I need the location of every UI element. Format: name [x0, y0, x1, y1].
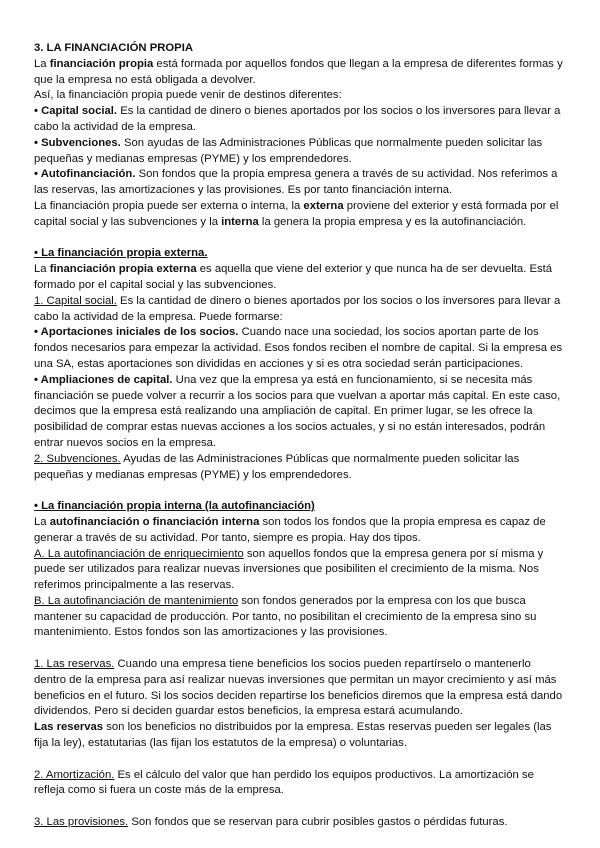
- maintenance-label: B. La autofinanciación de mantenimiento: [34, 594, 239, 607]
- spacer: [34, 641, 564, 657]
- enrichment-label: A. La autofinanciación de enriquecimiento: [34, 547, 244, 560]
- list-item: • Capital social. Es la cantidad de dinero o bienes aportados por los socios o los inversores para llevar a cabo la actividad de la empresa.: [34, 105, 561, 133]
- reservas-label: 1. Las reservas.: [34, 658, 115, 671]
- term-reservas: Las reservas: [34, 721, 104, 734]
- list-item: • Autofinanciación. Son fondos que la propia empresa genera a través de su actividad. Nos referimos a las reservas, las amortizaciones y las provisiones. Es por tanto financiación interna.: [34, 168, 558, 197]
- internal-financing-definition: La autofinanciación o financiación interna son todos los fondos que la propia empresa es capaz de generar a través de su actividad. Por tanto, siempre es propia. Hay dos tipos.: [34, 515, 546, 544]
- term-financiacion-propia: financiación propia: [49, 57, 154, 70]
- provisiones-paragraph: 3. Las provisiones. Son fondos que se reservan para cubrir posibles gastos o pérdidas futuras.: [34, 816, 508, 829]
- spacer: [34, 752, 564, 768]
- list-item: • Ampliaciones de capital. Una vez que la empresa ya está en funcionamiento, si se necesita más financiación se puede volver a recurrir a los socios para que vuelvan a aportar más capital. En este caso, decimos que la empresa está realizando una ampliación de capital. En primer lugar, se les ofrece la posibilidad de comprar estas nuevas acciones a los socios actuales, y si no están interesados, podrán entrar nuevos socios en la empresa.: [34, 373, 561, 449]
- amortizacion-label: 2. Amortización.: [34, 768, 115, 781]
- external-financing-heading: • La financiación propia externa.: [34, 247, 208, 260]
- term-aportaciones-iniciales: • Aportaciones iniciales de los socios.: [34, 326, 239, 339]
- maintenance-paragraph: B. La autofinanciación de mantenimiento son fondos generados por la empresa con los que busca mantener su capacidad de producción. Por tanto, no posibilitan el crecimiento de la empresa sino su mantenimiento. Estos fondos son las amortizaciones y las provisiones.: [34, 594, 537, 639]
- list-item: • Aportaciones iniciales de los socios. Cuando nace una sociedad, los socios aportan parte de los fondos necesarios para empezar la actividad. Esos fondos reciben el nombre de capital. Si la empresa es una SA, estas aportaciones son divididas en acciones y si es otra sociedad serán participaciones.: [34, 326, 563, 370]
- sources-intro: Así, la financiación propia puede venir de destinos diferentes:: [34, 89, 342, 102]
- term-ampliaciones-capital: • Ampliaciones de capital.: [34, 373, 173, 386]
- enrichment-paragraph: A. La autofinanciación de enriquecimiento son aquellos fondos que la empresa genera por sí misma y puede ser utilizados para realizar nuevas inversiones que posibiliten el crecimiento de la misma. Nos referimos principalmente a las reservas.: [34, 547, 544, 592]
- list-item: • Subvenciones. Son ayudas de las Administraciones Públicas que normalmente pueden solicitar las pequeñas y medianas empresas (PYME) y los emprendedores.: [34, 136, 543, 165]
- internal-financing-heading: • La financiación propia interna (la autofinanciación): [34, 500, 315, 513]
- reservas-definition: Las reservas son los beneficios no distribuidos por la empresa. Estas reservas pueden ser legales (las fija la ley), estatutarias (las fijan los estatutos de la empresa) o voluntarias.: [34, 721, 552, 750]
- own-financing-definition: La financiación propia está formada por aquellos fondos que llegan a la empresa de diferentes formas y que la empresa no está obligada a devolver.: [34, 57, 563, 86]
- spacer: [34, 483, 564, 499]
- subvenciones-label: 2. Subvenciones.: [34, 452, 121, 465]
- capital-social-paragraph: 1. Capital social. Es la cantidad de dinero o bienes aportados por los socios o los inversores para llevar a cabo la actividad de la empresa. Puede formarse:: [34, 294, 561, 323]
- amortizacion-paragraph: 2. Amortización. Es el cálculo del valor que han perdido los equipos productivos. La amortización se refleja como si fuera un coste más de la empresa.: [34, 768, 534, 797]
- term-autofinanciacion: • Autofinanciación.: [34, 168, 136, 181]
- term-subvenciones: • Subvenciones.: [34, 136, 121, 149]
- term-capital-social: • Capital social.: [34, 105, 118, 118]
- spacer: [34, 231, 564, 247]
- external-financing-definition: La financiación propia externa es aquella que viene del exterior y que nunca ha de ser devuelta. Está formado por el capital social y las subvenciones.: [34, 263, 553, 291]
- spacer: [34, 799, 564, 815]
- reservas-paragraph: 1. Las reservas. Cuando una empresa tiene beneficios los socios pueden repartírselo o mantenerlo dentro de la empresa para así realizar nuevas inversiones que permitan un mayor crecimiento y así más beneficios en el futuro. Si los socios deciden repartirse los beneficios diremos que la empresa está dando dividendos. Pero si deciden guardar estos beneficios, la empresa estará acumulando.: [34, 658, 563, 718]
- provisiones-label: 3. Las provisiones.: [34, 816, 129, 829]
- capital-social-label: 1. Capital social.: [34, 294, 117, 307]
- subvenciones-paragraph: 2. Subvenciones. Ayudas de las Administraciones Públicas que normalmente pueden solicitar las pequeñas y medianas empresas (PYME) y los emprendedores.: [34, 452, 520, 481]
- external-internal-summary: La financiación propia puede ser externa o interna, la externa proviene del exterior y está formada por el capital social y las subvenciones y la interna la genera la propia empresa y es la autofinanciación.: [34, 199, 559, 228]
- section-title: 3. LA FINANCIACIÓN PROPIA: [34, 42, 194, 54]
